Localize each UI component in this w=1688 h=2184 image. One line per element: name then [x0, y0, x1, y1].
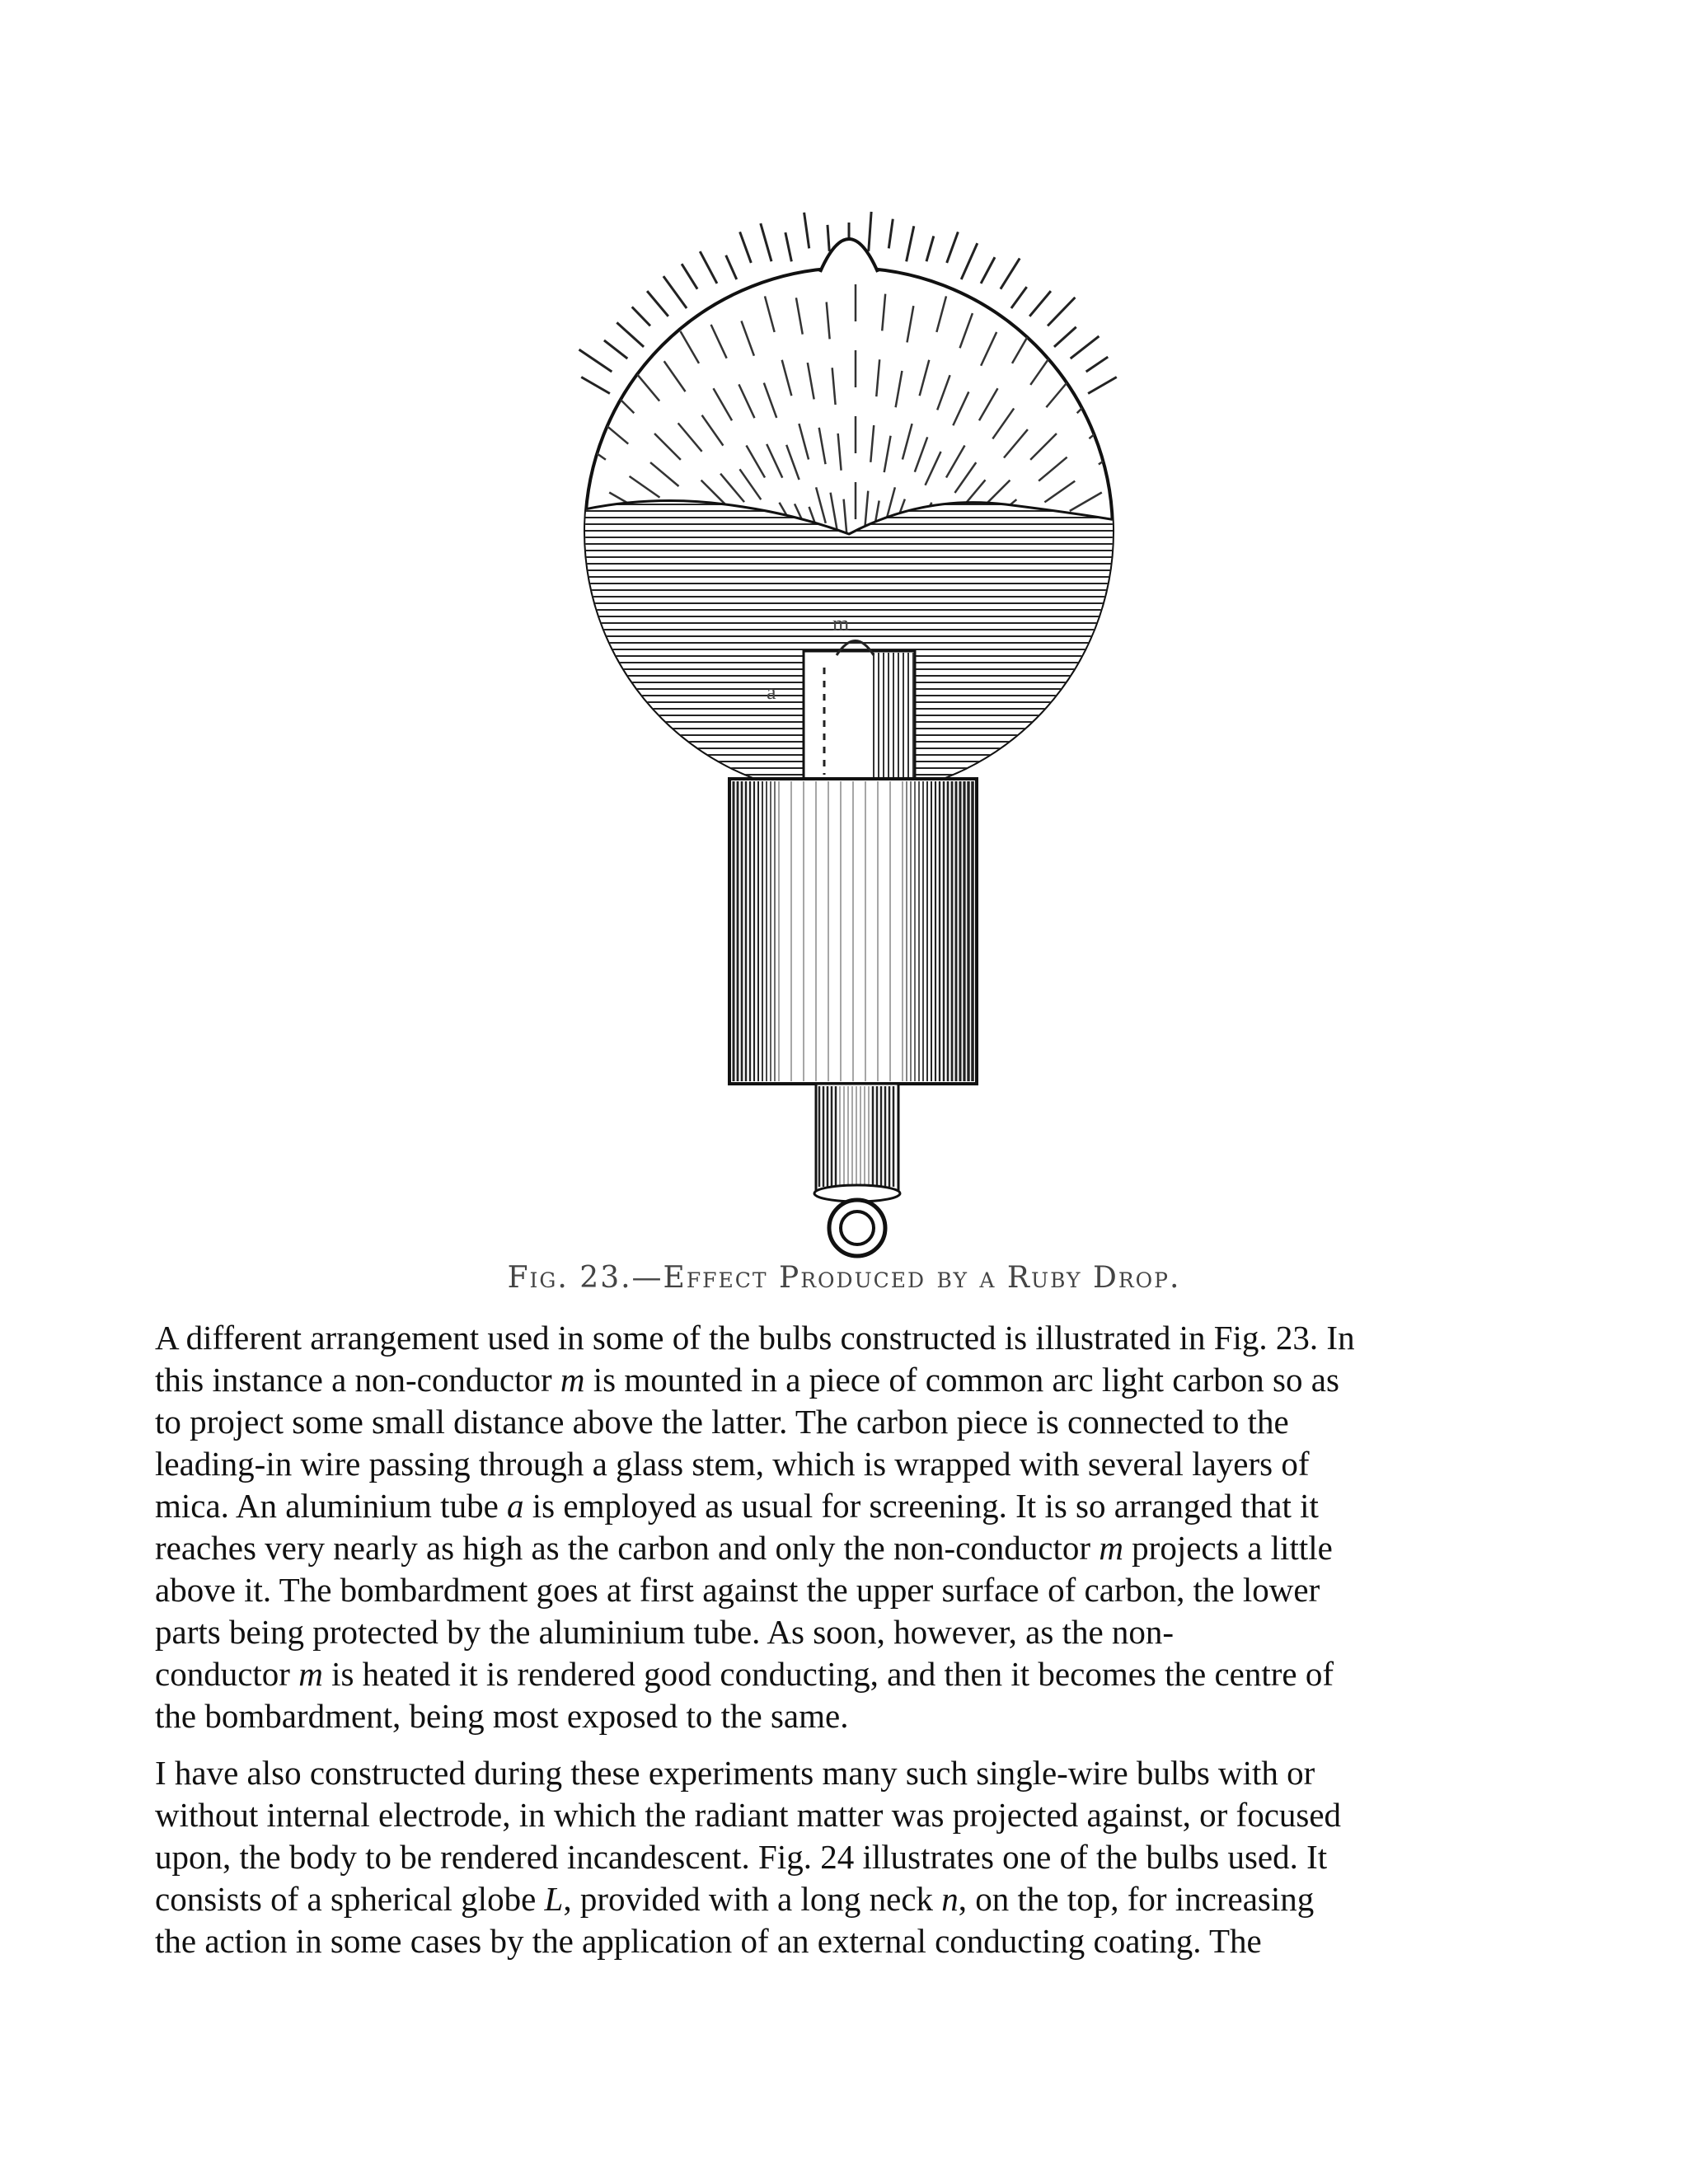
- text-segment: is employed as usual for screening. It is so arranged that it: [523, 1487, 1319, 1525]
- text-segment: conductor: [155, 1655, 299, 1693]
- aluminium-tube: [804, 651, 915, 783]
- text-line: [155, 1752, 1540, 1794]
- italic-symbol: a: [507, 1487, 524, 1525]
- figure-caption: Fig. 23.—Effect Produced by a Ruby Drop.: [507, 1261, 1181, 1295]
- text-segment: without internal electrode, in which the radiant matter was projected against, or focused: [155, 1796, 1342, 1834]
- text-line: [155, 1836, 1540, 1878]
- text-segment: I have also constructed during these experiments many such single-wire bulbs with or: [155, 1754, 1315, 1792]
- text-line: [155, 1359, 1540, 1401]
- label-m: m: [832, 612, 850, 635]
- text-segment: , on the top, for increasing: [958, 1880, 1315, 1918]
- text-line: [155, 1317, 1540, 1359]
- text-line: [155, 1527, 1540, 1569]
- text-segment: , provided with a long neck: [563, 1880, 942, 1918]
- text-segment: parts being protected by the aluminium tube. As soon, however, as the non-: [155, 1613, 1175, 1651]
- text-segment: to project some small distance above the latter. The carbon piece is connected to the: [155, 1403, 1289, 1441]
- text-line: [155, 1653, 1540, 1695]
- text-segment: the action in some cases by the application of an external conducting coating. The: [155, 1922, 1262, 1960]
- text-segment: upon, the body to be rendered incandescent. Fig. 24 illustrates one of the bulbs used. It: [155, 1838, 1328, 1876]
- paragraph: [155, 1317, 1540, 1737]
- italic-symbol: m: [560, 1361, 585, 1399]
- text-segment: leading-in wire passing through a glass stem, which is wrapped with several layers of: [155, 1445, 1310, 1483]
- italic-symbol: m: [1099, 1529, 1123, 1567]
- text-line: [155, 1401, 1540, 1443]
- text-segment: this instance a non-conductor: [155, 1361, 560, 1399]
- text-segment: consists of a spherical globe: [155, 1880, 545, 1918]
- label-a: a: [767, 680, 776, 704]
- text-segment: is mounted in a piece of common arc light carbon so as: [584, 1361, 1339, 1399]
- text-segment: A different arrangement used in some of the bulbs constructed is illustrated in Fig. 23. In: [155, 1319, 1355, 1357]
- text-line: [155, 1695, 1540, 1737]
- text-line: [155, 1611, 1540, 1653]
- text-line: [155, 1569, 1540, 1611]
- text-segment: the bombardment, being most exposed to the same.: [155, 1697, 849, 1735]
- text-segment: reaches very nearly as high as the carbon and only the non-conductor: [155, 1529, 1100, 1567]
- text-line: [155, 1794, 1540, 1836]
- italic-symbol: m: [298, 1655, 323, 1693]
- socket-cylinder: [729, 779, 977, 1084]
- text-line: [155, 1878, 1540, 1920]
- text-segment: is heated it is rendered good conducting, and then it becomes the centre of: [322, 1655, 1334, 1693]
- text-segment: above it. The bombardment goes at first against the upper surface of carbon, the lower: [155, 1571, 1320, 1609]
- text-segment: projects a little: [1123, 1529, 1333, 1567]
- text-line: [155, 1443, 1540, 1485]
- text-line: [155, 1485, 1540, 1527]
- paragraph: [155, 1752, 1540, 1962]
- italic-symbol: n: [941, 1880, 959, 1918]
- bottom-stem: [814, 1084, 900, 1202]
- text-segment: mica. An aluminium tube: [155, 1487, 508, 1525]
- text-line: [155, 1920, 1540, 1962]
- italic-symbol: L: [544, 1880, 564, 1918]
- body-text: [155, 1317, 1540, 1977]
- terminal-ring: [829, 1200, 885, 1256]
